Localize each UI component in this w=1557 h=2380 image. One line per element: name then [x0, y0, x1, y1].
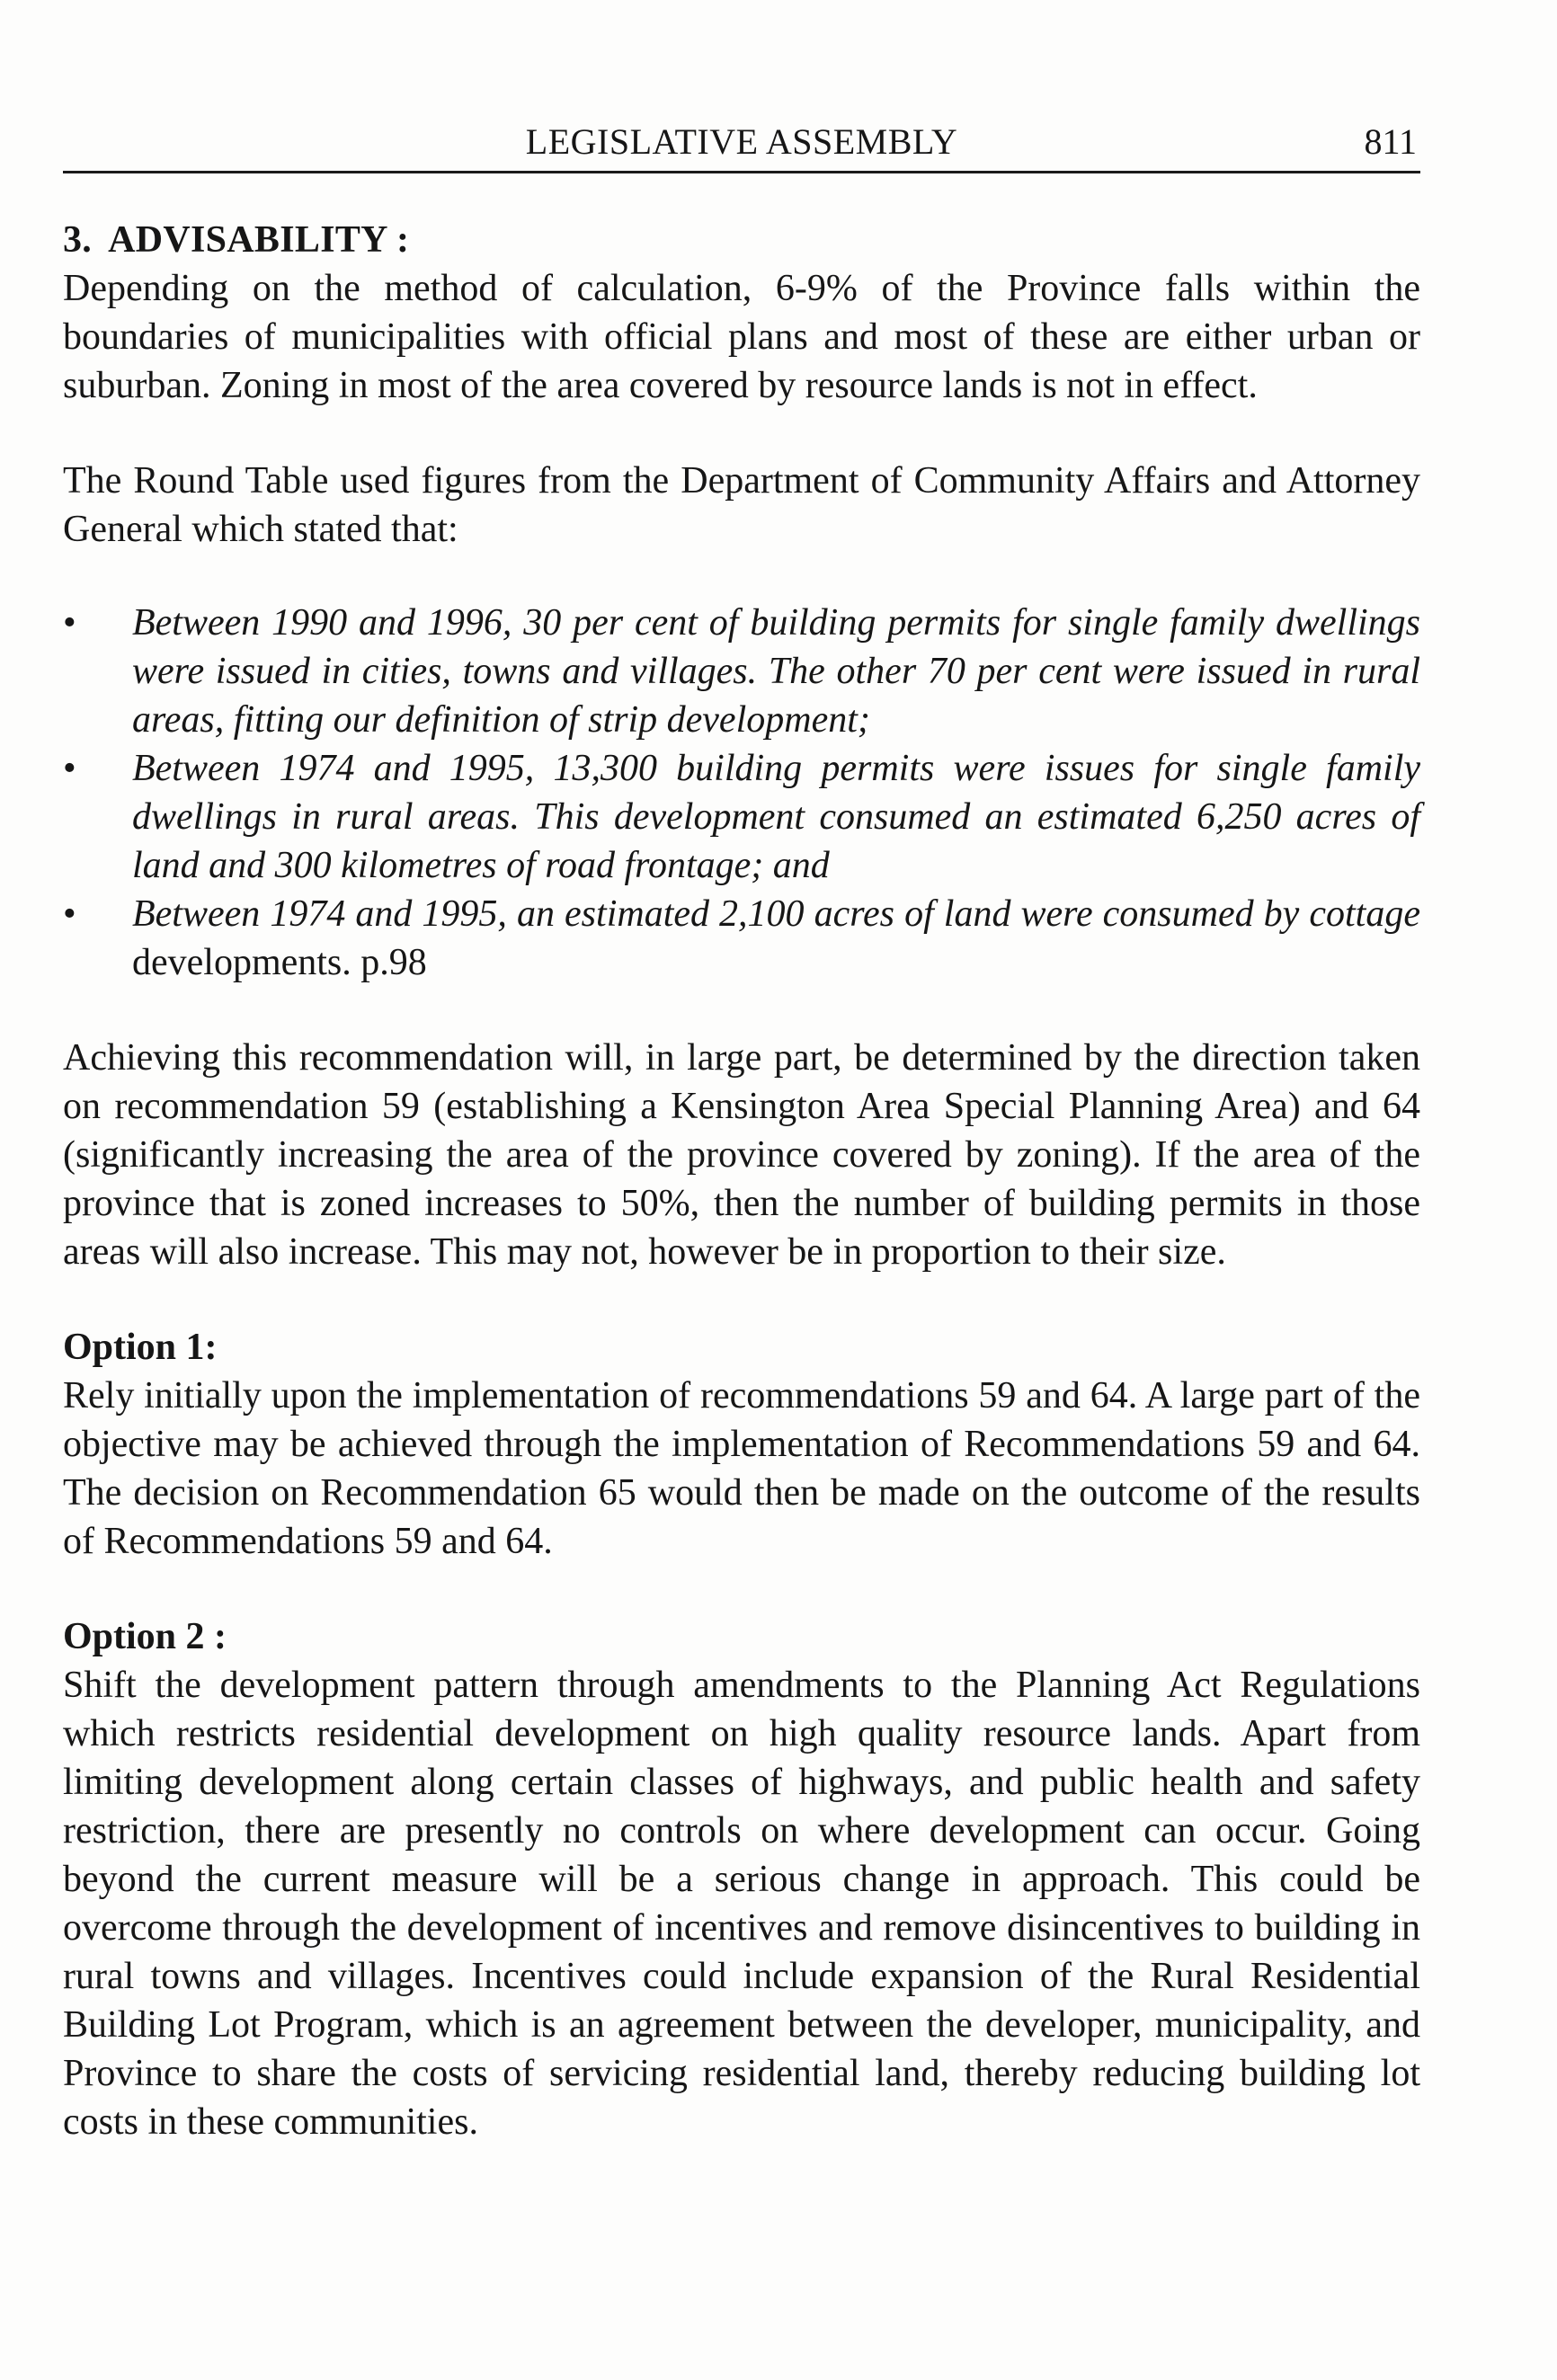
bullet-marker: •: [63, 893, 76, 935]
list-item: [63, 744, 1420, 890]
section-title: ADVISABILITY :: [108, 219, 410, 261]
bullet-text-plain: developments. p.98: [132, 942, 427, 983]
bullet-text: Between 1974 and 1995, an estimated 2,100 acres of land were consumed by cottage: [132, 893, 1420, 935]
bullet-marker: •: [63, 602, 76, 644]
list-item: [63, 890, 1420, 987]
page-body: [63, 216, 1420, 2146]
bullet-marker: •: [63, 748, 76, 789]
option-2-text: Shift the development pattern through amendments to the Planning Act Regulations which restricts residential development on high quality resource lands. Apart from limiting development along certain classes of highways, and public health and safety restriction, there are presently no controls on where development can occur. Going beyond the current measure will be a serious change in approach. This could be overcome through the development of incentives and remove disincentives to building in rural towns and villages. Incentives could include expansion of the Rural Residential Building Lot Program, which is an agreement between the developer, municipality, and Province to share the costs of servicing residential land, thereby reducing building lot costs in these communities.: [63, 1665, 1420, 2143]
list-item: [63, 599, 1420, 744]
option-1-heading: Option 1:: [63, 1327, 218, 1368]
page-number: 811: [1364, 121, 1417, 162]
achieving-paragraph: Achieving this recommendation will, in large part, be determined by the direction taken on recommendation 59 (establishing a Kensington Area Special Planning Area) and 64 (significantly increasing the area of the province covered by zoning). If the area of the province that is zoned increases to 50%, then the number of building permits in those areas will also increase. This may not, however be in proportion to their size.: [63, 1037, 1420, 1273]
running-header-title: LEGISLATIVE ASSEMBLY: [525, 121, 958, 162]
option-1-text: Rely initially upon the implementation of recommendations 59 and 64. A large part of the objective may be achieved through the implementation of Recommendations 59 and 64. The decision on Recommendation 65 would then be made on the outcome of the results of Recommendations 59 and 64.: [63, 1375, 1420, 1562]
section-number: 3.: [63, 219, 93, 261]
option-2-heading: Option 2 :: [63, 1616, 227, 1657]
page-header: [63, 117, 1420, 173]
bullet-text: Between 1990 and 1996, 30 per cent of building permits for single family dwellings were issued in cities, towns and villages. The other 70 per cent were issued in rural areas, fitting our definition of strip development;: [132, 602, 1420, 741]
round-table-paragraph: The Round Table used figures from the Department of Community Affairs and Attorney General which stated that:: [63, 460, 1420, 550]
findings-list: [63, 599, 1420, 987]
intro-paragraph: Depending on the method of calculation, 6-9% of the Province falls within the boundaries of municipalities with official plans and most of these are either urban or suburban. Zoning in most of the area covered by resource lands is not in effect.: [63, 268, 1420, 406]
section-heading: [63, 216, 1420, 264]
bullet-text: Between 1974 and 1995, 13,300 building permits were issues for single family dwellings in rural areas. This development consumed an estimated 6,250 acres of land and 300 kilometres of road frontage; and: [132, 748, 1420, 886]
